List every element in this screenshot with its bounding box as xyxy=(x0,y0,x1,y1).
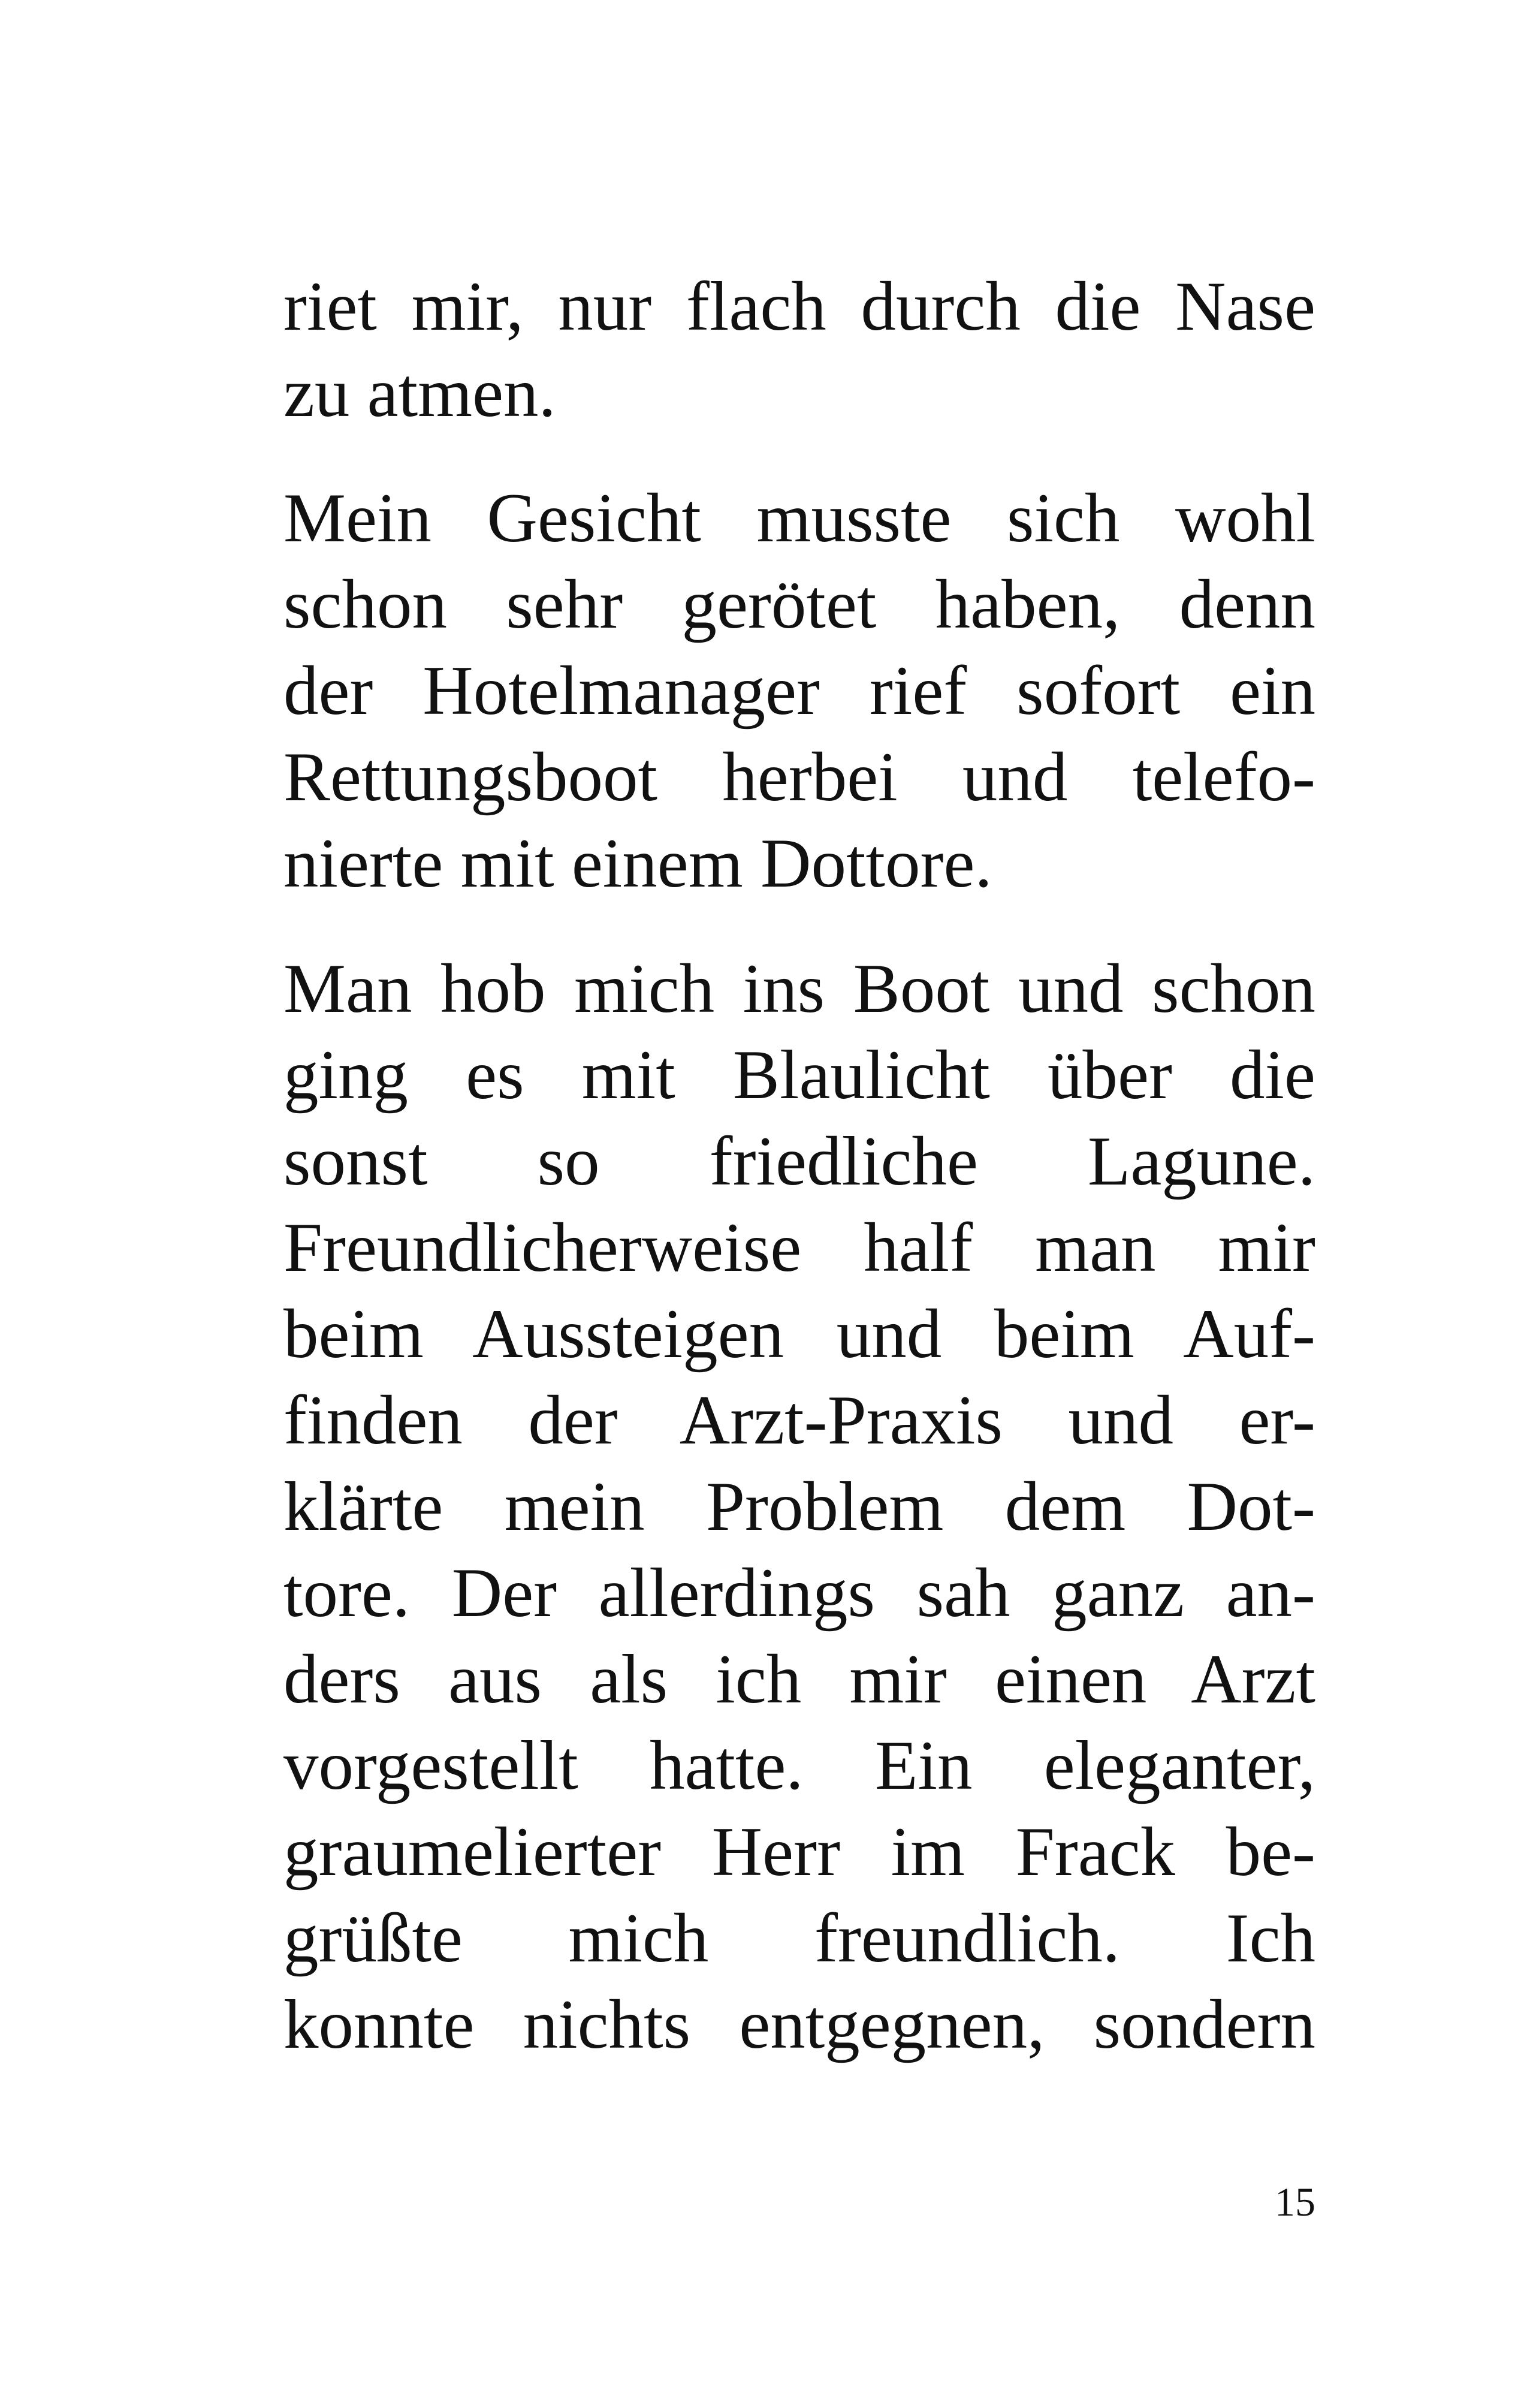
text-line: ging es mit Blaulicht über die xyxy=(283,1036,1315,1114)
paragraph xyxy=(283,946,1315,2068)
text-line: Rettungsboot herbei und telefo- xyxy=(283,739,1315,816)
body-text xyxy=(283,264,1315,2068)
paragraph xyxy=(283,264,1315,436)
text-line: klärte mein Problem dem Dot- xyxy=(283,1468,1315,1545)
text-line: Mein Gesicht musste sich wohl xyxy=(283,480,1315,557)
text-line: der Hotelmanager rief sofort ein xyxy=(283,652,1315,730)
text-line: sonst so friedliche Lagune. xyxy=(283,1123,1315,1200)
text-line: konnte nichts entgegnen, sondern xyxy=(283,1986,1315,2063)
text-line: nierte mit einem Dottore. xyxy=(283,825,992,902)
paragraph-spacing xyxy=(283,907,1315,946)
text-line: Man hob mich ins Boot und schon xyxy=(283,950,1315,1027)
text-line: beim Aussteigen und beim Auf- xyxy=(283,1295,1315,1373)
text-line: grüßte mich freundlich. Ich xyxy=(283,1900,1315,1977)
text-line: Freundlicherweise half man mir xyxy=(283,1209,1315,1286)
text-line: graumelierter Herr im Frack be- xyxy=(283,1813,1315,1891)
text-line: vorgestellt hatte. Ein eleganter, xyxy=(283,1727,1315,1804)
text-line: finden der Arzt-Praxis und er- xyxy=(283,1382,1315,1459)
paragraph-spacing xyxy=(283,436,1315,475)
text-line: zu atmen. xyxy=(283,354,556,432)
text-line: riet mir, nur flach durch die Nase xyxy=(283,268,1315,345)
page-number: 15 xyxy=(1275,2179,1315,2225)
text-line: tore. Der allerdings sah ganz an- xyxy=(283,1554,1315,1632)
paragraph xyxy=(283,475,1315,907)
text-line: schon sehr gerötet haben, denn xyxy=(283,566,1315,643)
text-line: ders aus als ich mir einen Arzt xyxy=(283,1641,1315,1718)
